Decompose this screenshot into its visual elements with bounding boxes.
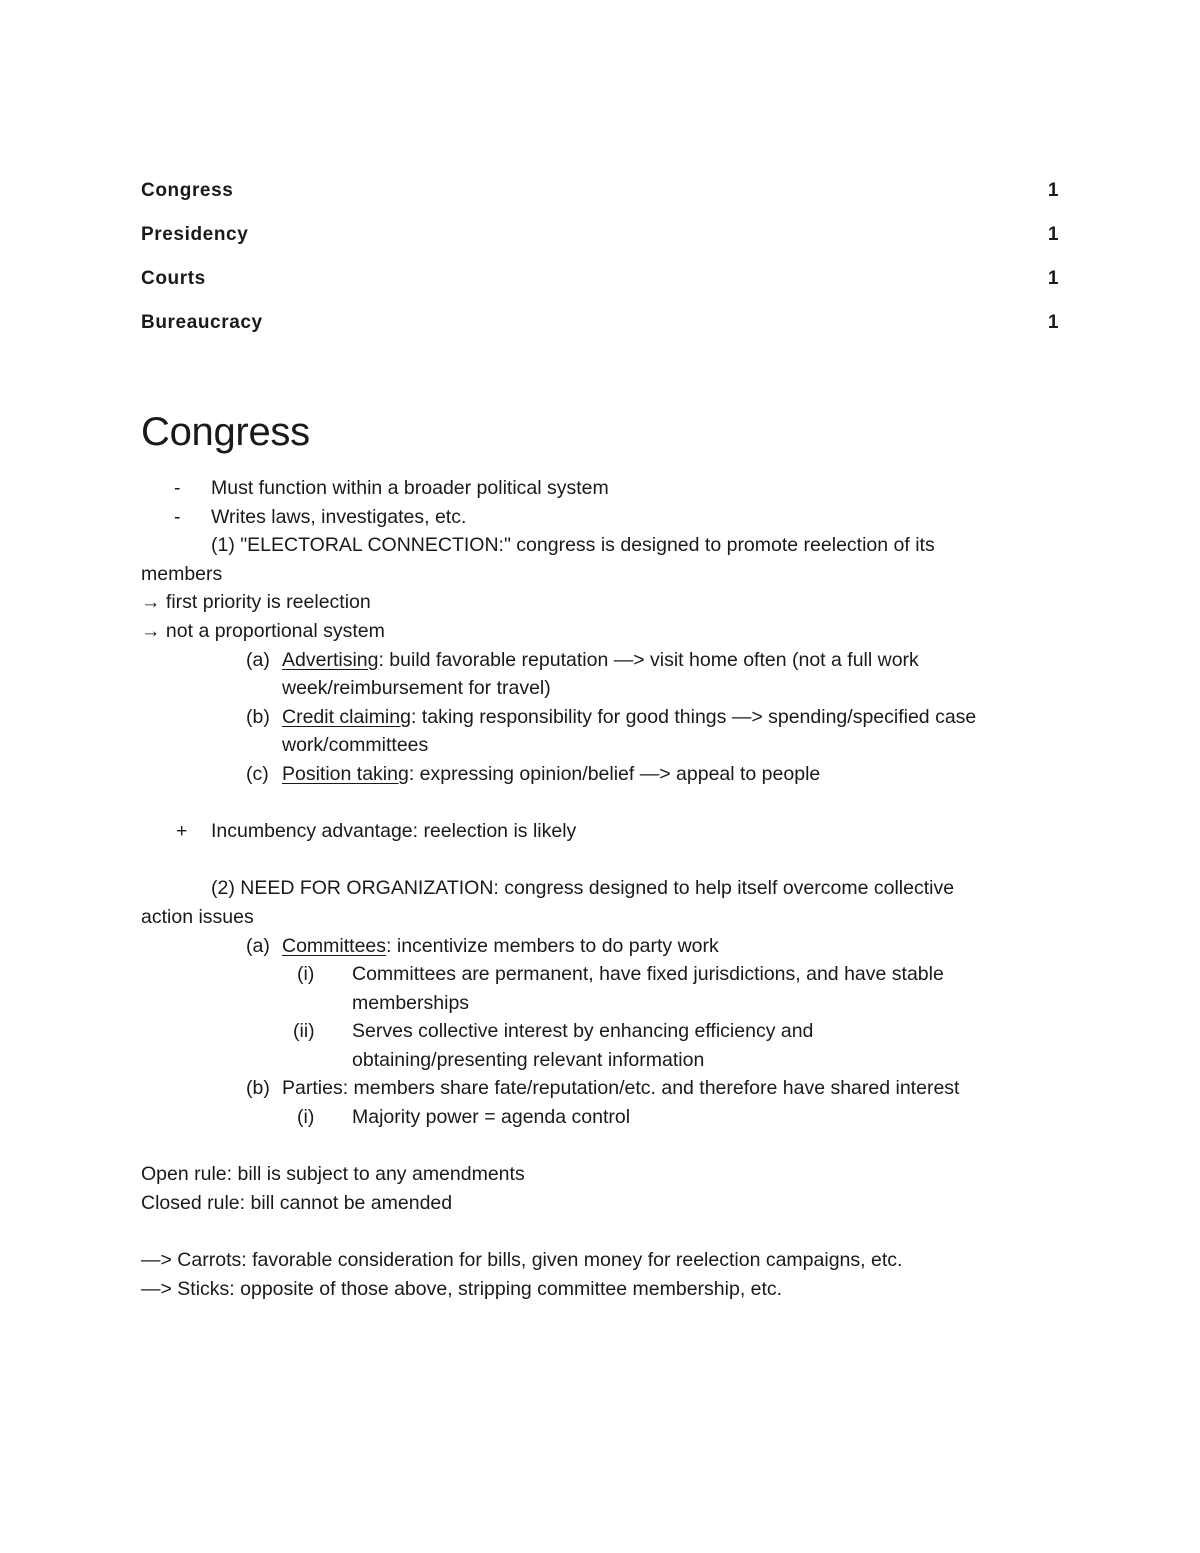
toc-entry-courts[interactable]: [141, 264, 1059, 308]
toc-entry-page: 1: [1047, 312, 1059, 333]
rule-line: Open rule: bill is subject to any amendments: [141, 1163, 525, 1186]
sub-item-continuation: obtaining/presenting relevant information: [352, 1048, 705, 1071]
bullet-item: [141, 503, 1071, 532]
sub-item-text: Committees are permanent, have fixed jurisdictions, and have stable: [352, 963, 944, 986]
bullet-text: Incumbency advantage: reelection is likely: [211, 820, 577, 843]
sub-item-text: Serves collective interest by enhancing efficiency and: [352, 1020, 814, 1043]
item-text: : taking responsibility for good things —> spending/specified case: [410, 705, 977, 728]
bullet-marker: -: [174, 505, 181, 528]
toc-entry-title: Presidency: [141, 224, 249, 245]
sub-item-continuation: memberships: [352, 991, 470, 1014]
item-marker: (b): [246, 705, 270, 728]
bullet-item: [141, 474, 1071, 503]
item-continuation: week/reimbursement for travel): [282, 677, 551, 700]
toc-entry-title: Courts: [141, 268, 206, 289]
term-credit-claiming: Credit claiming: [282, 705, 411, 728]
incentive-line: —> Sticks: opposite of those above, stripping committee membership, etc.: [141, 1277, 783, 1300]
paragraph-line: members: [141, 562, 223, 585]
item-marker: (a): [246, 934, 270, 957]
table-of-contents: [141, 176, 1059, 352]
list-item: [141, 1074, 1071, 1103]
sub-list-item: [141, 1103, 1071, 1132]
toc-entry-page: 1: [1047, 180, 1059, 201]
toc-entry-presidency[interactable]: [141, 220, 1059, 264]
toc-entry-congress[interactable]: [141, 176, 1059, 220]
sub-list-item: [141, 960, 1071, 989]
toc-entry-title: Bureaucracy: [141, 312, 263, 333]
item-marker: (c): [246, 762, 269, 785]
bullet-item: [141, 817, 1071, 846]
list-item: [141, 760, 1071, 789]
sub-item-marker: (i): [297, 1106, 315, 1129]
rule-line: Closed rule: bill cannot be amended: [141, 1191, 453, 1214]
paragraph-line: (1) "ELECTORAL CONNECTION:" congress is designed to promote reelection of its: [211, 534, 935, 557]
item-text: : incentivize members to do party work: [386, 934, 719, 957]
section-heading: Congress: [141, 410, 310, 454]
item-text: : build favorable reputation —> visit home often (not a full work: [378, 648, 919, 671]
sub-list-item: [141, 1017, 1071, 1046]
section-content: [141, 474, 1071, 1303]
toc-entry-page: 1: [1047, 224, 1059, 245]
toc-entry-bureaucracy[interactable]: [141, 308, 1059, 352]
sub-item-marker: (i): [297, 963, 315, 986]
sub-item-marker: (ii): [293, 1020, 315, 1043]
item-marker: (b): [246, 1077, 270, 1100]
arrow-line: → not a proportional system: [141, 619, 385, 642]
item-text: : expressing opinion/belief —> appeal to people: [408, 762, 821, 785]
list-item: [141, 932, 1071, 961]
term-committees: Committees: [282, 934, 387, 957]
paragraph-line: action issues: [141, 905, 254, 928]
plus-marker: +: [176, 820, 188, 843]
term-advertising: Advertising: [282, 648, 379, 671]
incentive-line: —> Carrots: favorable consideration for bills, given money for reelection campaigns, etc.: [141, 1249, 903, 1272]
sub-item-text: Majority power = agenda control: [352, 1106, 631, 1129]
toc-entry-title: Congress: [141, 180, 234, 201]
toc-entry-page: 1: [1047, 268, 1059, 289]
list-item: [141, 703, 1071, 732]
list-item: [141, 646, 1071, 675]
term-position-taking: Position taking: [282, 762, 409, 785]
paragraph-line: (2) NEED FOR ORGANIZATION: congress designed to help itself overcome collective: [211, 877, 955, 900]
bullet-text: Writes laws, investigates, etc.: [211, 505, 467, 528]
item-continuation: work/committees: [282, 734, 429, 757]
item-marker: (a): [246, 648, 270, 671]
bullet-text: Must function within a broader political system: [211, 477, 609, 499]
arrow-line: → first priority is reelection: [141, 591, 371, 614]
bullet-marker: -: [174, 477, 181, 499]
item-text: Parties: members share fate/reputation/etc. and therefore have shared interest: [282, 1077, 960, 1100]
